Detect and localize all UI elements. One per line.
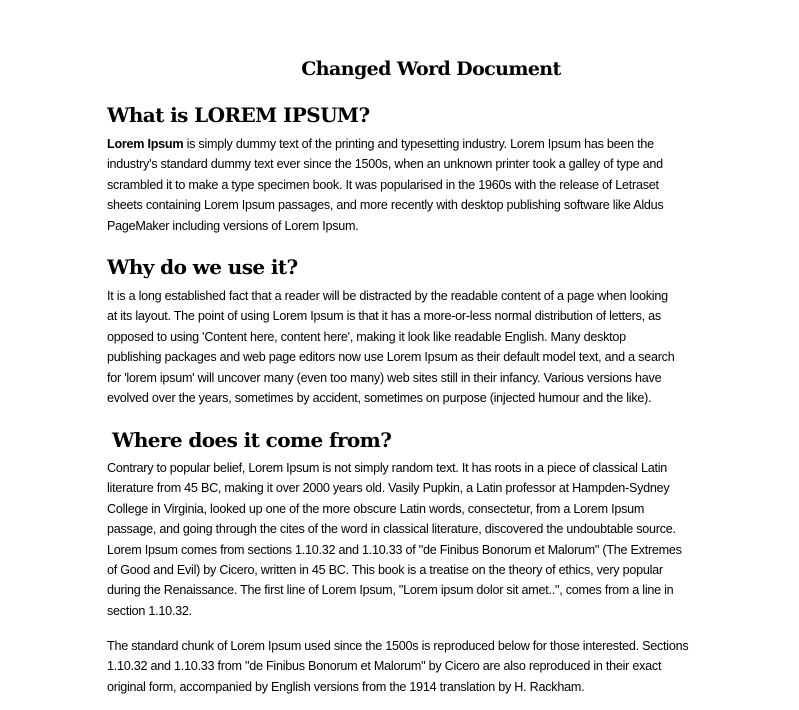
text-line: during the Renaissance. The first line of Lorem Ipsum, "Lorem ipsum dolor sit amet..", comes from a line in bbox=[107, 583, 674, 598]
document-title: Changed Word Document bbox=[301, 58, 561, 80]
text-line: Lorem Ipsum comes from sections 1.10.32 and 1.10.33 of "de Finibus Bonorum et Malorum" (The Extremes bbox=[107, 542, 682, 557]
section-heading-why-use: Why do we use it? bbox=[107, 255, 298, 279]
text-line: Contrary to popular belief, Lorem Ipsum is not simply random text. It has roots in a piece of classical Latin bbox=[107, 461, 668, 475]
line-text: is simply dummy text of the printing and typesetting industry. Lorem Ipsum has been the bbox=[183, 137, 654, 151]
text-line: publishing packages and web page editors now use Lorem Ipsum as their default model text, and a search bbox=[107, 350, 675, 365]
paragraph-where-from bbox=[107, 458, 767, 621]
text-line: of Good and Evil) by Cicero, written in 45 BC. This book is a treatise on the theory of ethics, very popular bbox=[107, 562, 663, 577]
text-line: 1.10.32 and 1.10.33 from "de Finibus Bonorum et Malorum" by Cicero are also reproduced in their exact bbox=[107, 659, 662, 674]
text-line: at its layout. The point of using Lorem Ipsum is that it has a more-or-less normal distribution of letters, as bbox=[107, 309, 661, 324]
text-line: sheets containing Lorem Ipsum passages, and more recently with desktop publishing software like Aldus bbox=[107, 198, 664, 213]
section-heading-what-is: What is LOREM IPSUM? bbox=[107, 103, 370, 127]
text-line: College in Virginia, looked up one of the more obscure Latin words, consectetur, from a Lorem Ipsum bbox=[107, 501, 645, 516]
text-line: It is a long established fact that a reader will be distracted by the readable content of a page when looking bbox=[107, 289, 668, 303]
text-line: literature from 45 BC, making it over 2000 years old. Vasily Pupkin, a Latin professor at Hampden-Sydney bbox=[107, 481, 670, 496]
paragraph-standard-chunk bbox=[107, 636, 767, 697]
text-line: original form, accompanied by English versions from the 1914 translation by H. Rackham. bbox=[107, 679, 585, 694]
section-heading-where-from: Where does it come from? bbox=[112, 428, 392, 452]
text-line: for 'lorem ipsum' will uncover many (even too many) web sites still in their infancy. Various versions have bbox=[107, 370, 662, 385]
text-line: opposed to using 'Content here, content here', making it look like readable English. Many desktop bbox=[107, 329, 626, 344]
text-line: passage, and going through the cites of the word in classical literature, discovered the undoubtable source. bbox=[107, 522, 676, 537]
paragraph-why-use bbox=[107, 286, 767, 408]
paragraph-what-is bbox=[107, 134, 767, 236]
text-line: PageMaker including versions of Lorem Ipsum. bbox=[107, 218, 359, 233]
text-line: The standard chunk of Lorem Ipsum used since the 1500s is reproduced below for those interested. Sections bbox=[107, 639, 689, 653]
text-line: industry's standard dummy text ever since the 1500s, when an unknown printer took a galley of type and bbox=[107, 157, 663, 172]
text-line: evolved over the years, sometimes by accident, sometimes on purpose (injected humour and the like). bbox=[107, 390, 652, 405]
text-line: scrambled it to make a type specimen book. It was popularised in the 1960s with the release of Letraset bbox=[107, 177, 659, 192]
text-line: section 1.10.32. bbox=[107, 603, 192, 618]
bold-lead: Lorem Ipsum bbox=[107, 137, 184, 151]
text-line bbox=[107, 134, 767, 154]
